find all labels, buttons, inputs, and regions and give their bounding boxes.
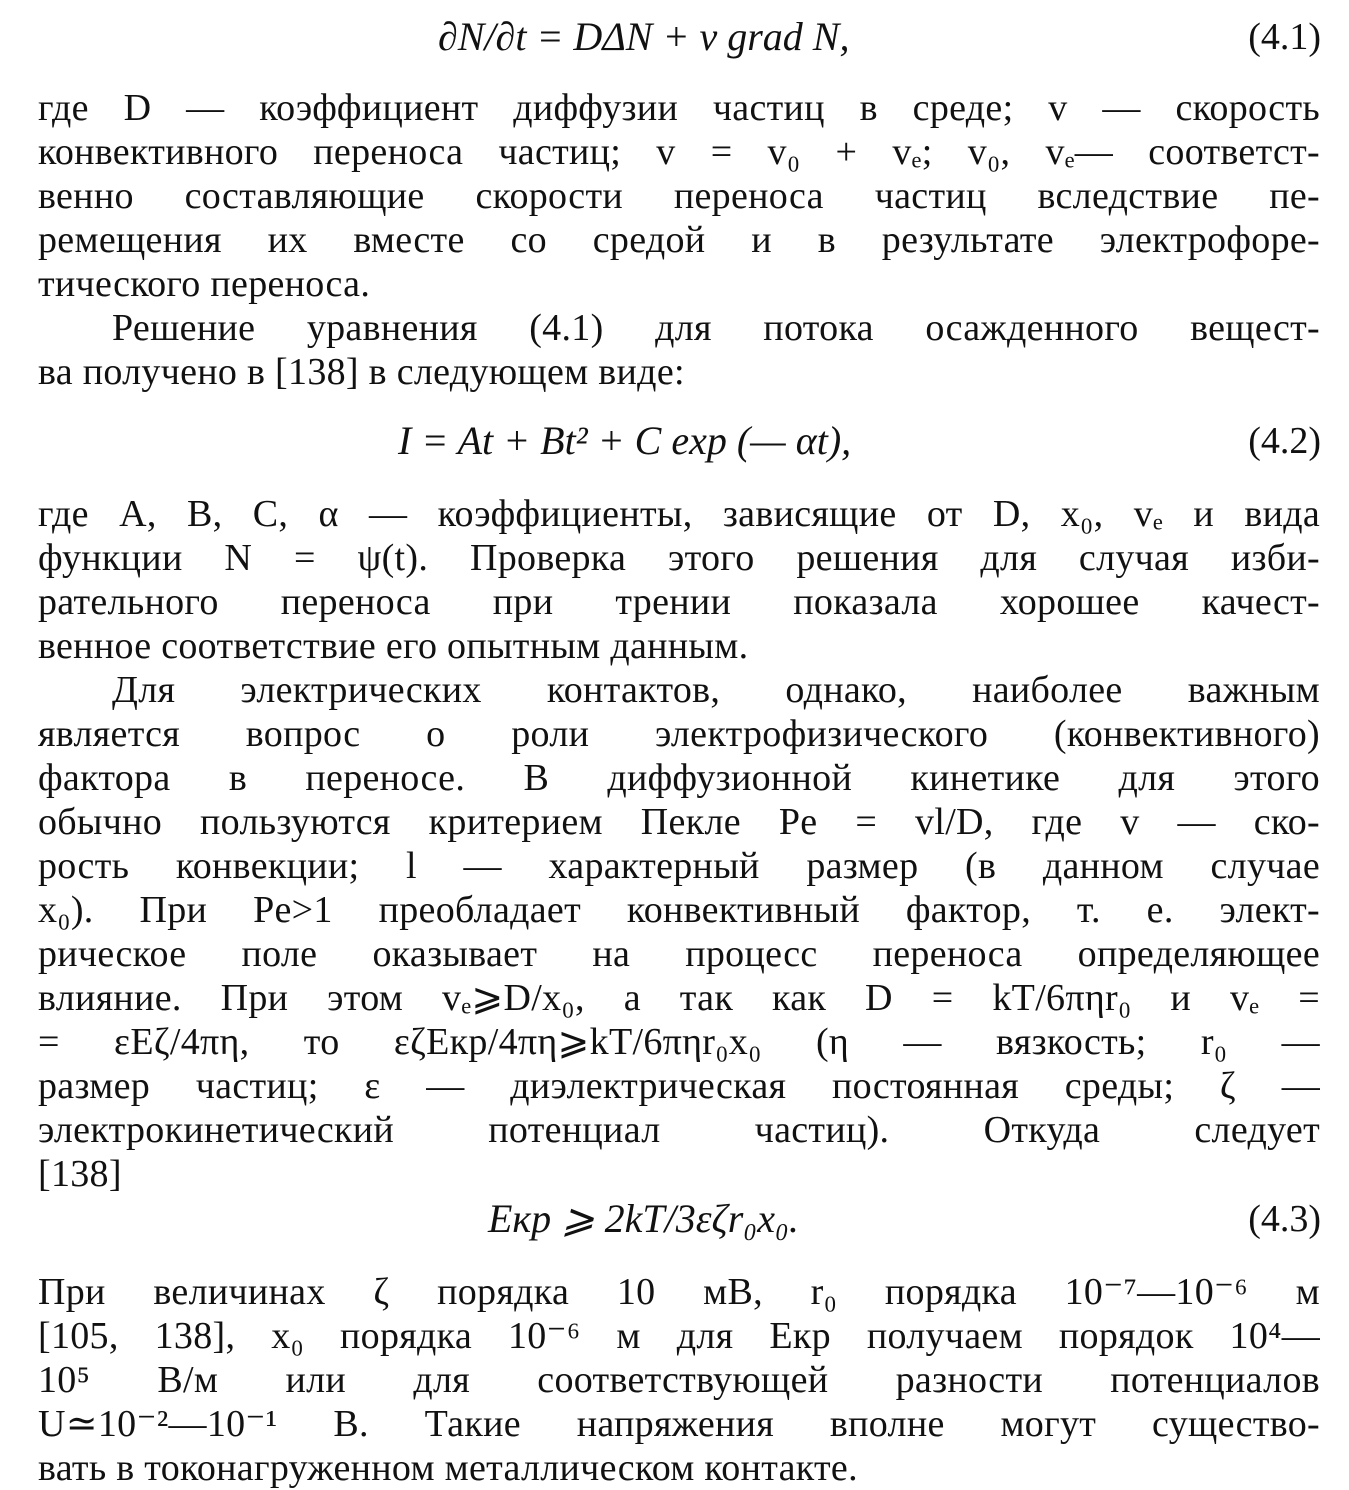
text-line: ремещения их вместе со средой и в результате электрофоре- (38, 219, 1320, 261)
equation-number-4-1: (4.1) (1248, 16, 1321, 58)
text-line: 10⁵ В/м или для соответствующей разности потенциалов (38, 1359, 1320, 1401)
text-line: обычно пользуются критерием Пекле Pe = vl/D, где v — ско- (38, 801, 1320, 843)
text-line: функции N = ψ(t). Проверка этого решения для случая изби- (38, 537, 1320, 579)
text-line: вать в токонагруженном металлическом контакте. (38, 1447, 858, 1489)
equation-4-1: ∂N/∂t = DΔN + v grad N, (438, 14, 850, 59)
text-line: где D — коэффициент диффузии частиц в среде; v — скорость (38, 87, 1320, 129)
text-line: тического переноса. (38, 263, 371, 305)
text-line: где A, B, C, α — коэффициенты, зависящие от D, x₀, vₑ и вида (38, 493, 1320, 535)
text-line: является вопрос о роли электрофизического (конвективного) (38, 713, 1320, 755)
text-line: x₀). При Pe>1 преобладает конвективный фактор, т. е. элект- (38, 889, 1320, 931)
text-line: конвективного переноса частиц; v = v₀ + vₑ; v₀, vₑ— соответст- (38, 131, 1320, 173)
text-line: U≃10⁻²—10⁻¹ В. Такие напряжения вполне могут существо- (38, 1403, 1320, 1445)
text-line: электрокинетический потенциал частиц). Откуда следует (38, 1109, 1320, 1151)
text-line: рательного переноса при трении показала хорошее качест- (38, 581, 1320, 623)
text-line: влияние. При этом vₑ⩾D/x₀, а так как D = kT/6πηr₀ и vₑ = (38, 977, 1320, 1019)
equation-4-3: Eкр ⩾ 2kT/3εζr₀x₀. (488, 1196, 799, 1241)
text-line: венное соответствие его опытным данным. (38, 625, 749, 667)
text-line: размер частиц; ε — диэлектрическая постоянная среды; ζ — (38, 1065, 1320, 1107)
text-line: [105, 138], x₀ порядка 10⁻⁶ м для Eкр получаем порядок 10⁴— (38, 1315, 1320, 1357)
text-line: венно составляющие скорости переноса частиц вследствие пе- (38, 175, 1320, 217)
text-line: ва получено в [138] в следующем виде: (38, 351, 685, 393)
text-line: При величинах ζ порядка 10 мВ, r₀ порядка 10⁻⁷—10⁻⁶ м (38, 1271, 1320, 1313)
equation-4-2: I = At + Bt² + C exp (— αt), (398, 418, 852, 463)
text-line: рическое поле оказывает на процесс переноса определяющее (38, 933, 1320, 975)
equation-number-4-2: (4.2) (1248, 420, 1321, 462)
text-line: = εEζ/4πη, то εζEкр/4πη⩾kT/6πηr₀x₀ (η — вязкость; r₀ — (38, 1021, 1320, 1063)
text-line: [138] (38, 1153, 122, 1195)
text-line: рость конвекции; l — характерный размер (в данном случае (38, 845, 1320, 887)
text-line: Решение уравнения (4.1) для потока осажденного вещест- (112, 307, 1320, 349)
equation-number-4-3: (4.3) (1248, 1198, 1321, 1240)
text-line: фактора в переносе. В диффузионной кинетике для этого (38, 757, 1320, 799)
text-line: Для электрических контактов, однако, наиболее важным (112, 669, 1320, 711)
